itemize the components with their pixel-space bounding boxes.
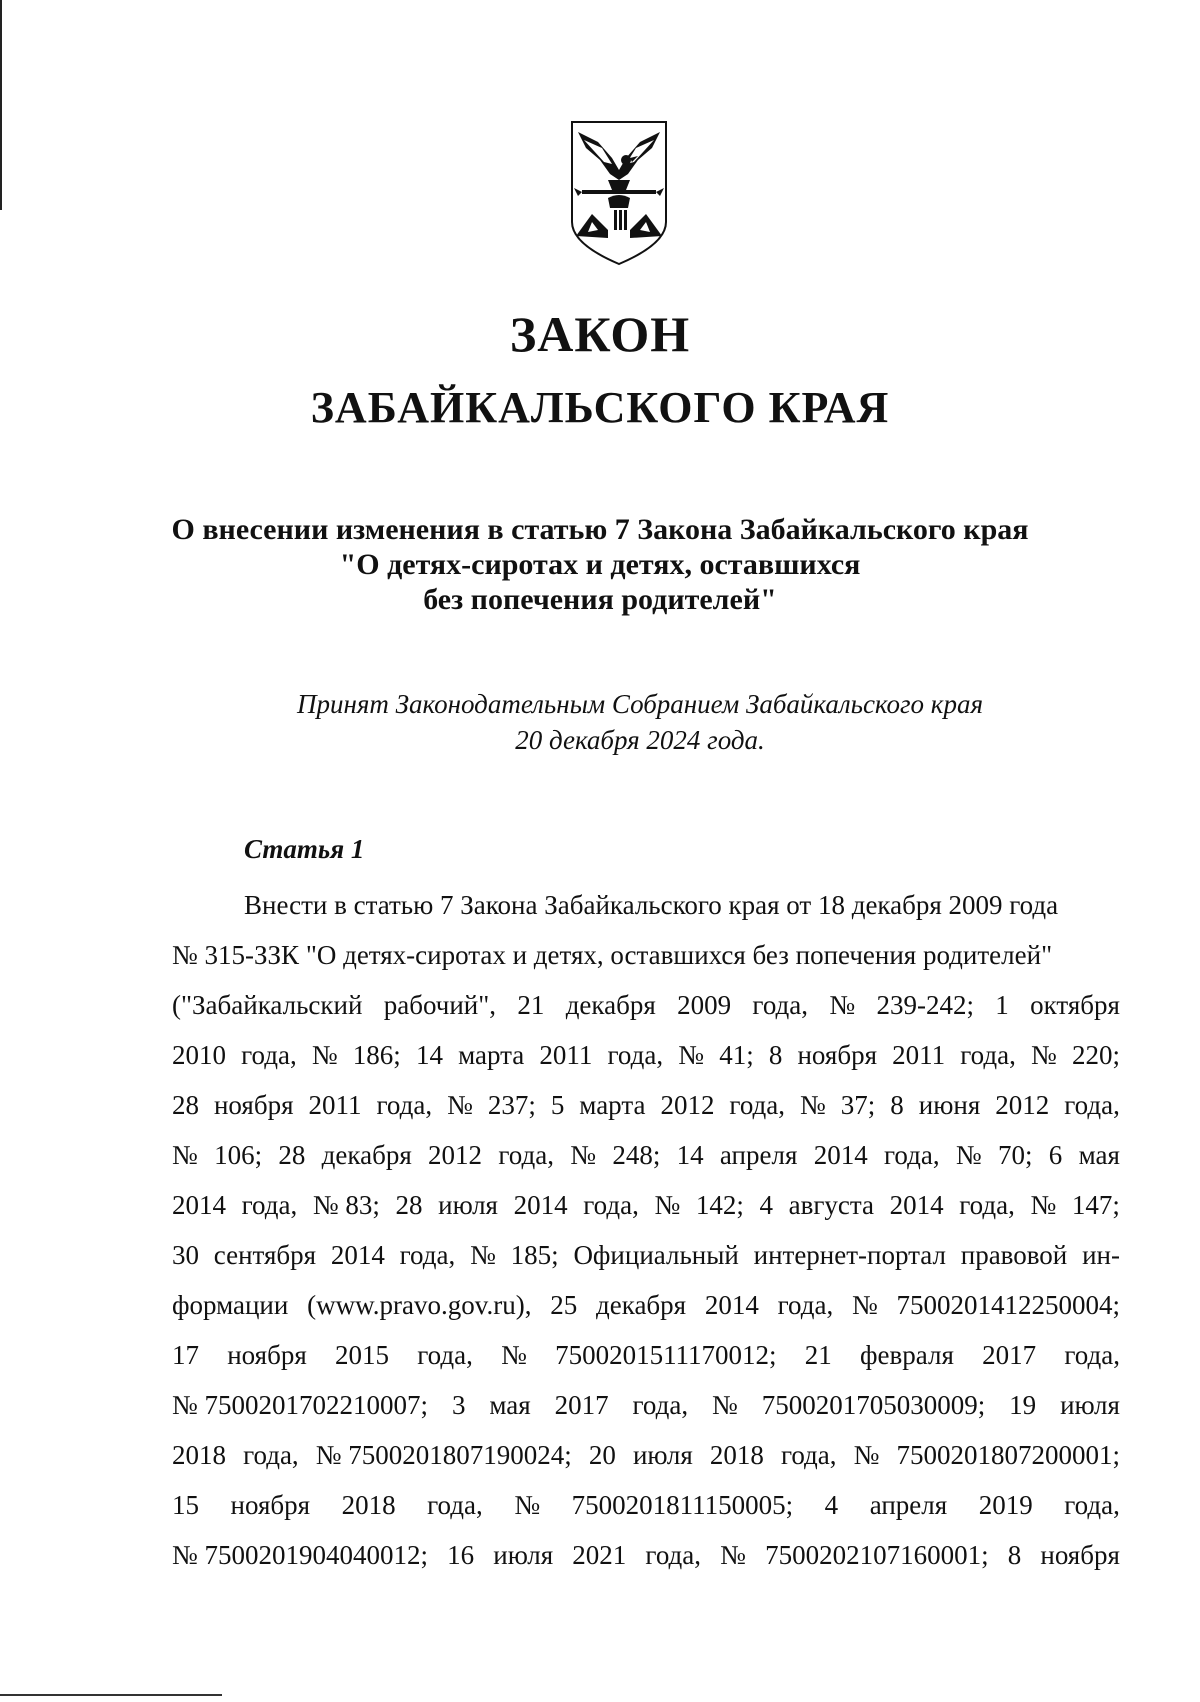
- article-word: года,: [1064, 1490, 1120, 1520]
- article-word: 14: [415, 1040, 443, 1070]
- article-word: декабря: [321, 1140, 412, 1170]
- article-word: №: [678, 1040, 705, 1070]
- article-word: 142;: [695, 1190, 744, 1220]
- article-word: Официальный: [573, 1240, 739, 1270]
- article-word: 2012: [995, 1090, 1050, 1120]
- article-text-line: [172, 980, 1120, 1030]
- article-word: ноября: [797, 1040, 877, 1070]
- article-word: №: [851, 1290, 878, 1320]
- article-text-line: [172, 1230, 1120, 1280]
- article-word: № 7500201702210007;: [172, 1390, 429, 1420]
- article-word: года,: [1064, 1340, 1120, 1370]
- article-word: апреля: [719, 1140, 798, 1170]
- article-word: 14: [676, 1140, 704, 1170]
- article-word: 7500201811150005;: [571, 1490, 794, 1520]
- regional-coat-of-arms-emblem: [568, 118, 670, 268]
- article-word: №: [501, 1340, 527, 1370]
- article-word: декабря: [565, 990, 656, 1020]
- article-text-line: [172, 1030, 1120, 1080]
- article-word: июля: [493, 1540, 554, 1570]
- article-word: 5: [550, 1090, 565, 1120]
- article-word: 2019: [978, 1490, 1033, 1520]
- article-text-line: [172, 1430, 1120, 1480]
- article-word: 2014: [330, 1240, 385, 1270]
- article-word: июля: [632, 1440, 693, 1470]
- article-word: Внести в статью 7 Закона Забайкальского края от 18 декабря 2009 года: [244, 890, 1059, 920]
- scan-bottom-line: [0, 1694, 222, 1696]
- article-word: года,: [427, 1490, 483, 1520]
- article-word: 2014: [172, 1190, 226, 1220]
- article-word: февраля: [860, 1340, 954, 1370]
- law-title: ЗАКОН: [509, 306, 691, 362]
- article-word: ноября: [227, 1340, 307, 1370]
- article-word: 17: [172, 1340, 199, 1370]
- subject-line: без попечения родителей": [423, 583, 777, 616]
- article-word: года,: [959, 1190, 1015, 1220]
- article-word: года,: [498, 1140, 554, 1170]
- article-word: года,: [632, 1390, 689, 1420]
- article-word: ноября: [1040, 1540, 1120, 1570]
- scan-margin-line: [0, 0, 2, 210]
- article-word: ("Забайкальский: [172, 990, 363, 1020]
- article-word: года,: [241, 1190, 298, 1220]
- article-word: 21: [517, 990, 545, 1020]
- article-word: 185;: [510, 1240, 559, 1270]
- article-word: года,: [780, 1440, 837, 1470]
- article-word: №: [570, 1140, 597, 1170]
- article-word: 8: [768, 1040, 783, 1070]
- adoption-line: Принят Законодательным Собранием Забайкальского края: [296, 689, 983, 719]
- article-word: 7500201412250004;: [896, 1290, 1120, 1320]
- article-word: 3: [451, 1390, 466, 1420]
- article-word: года,: [241, 1040, 297, 1070]
- article-word: года,: [399, 1240, 456, 1270]
- article-text-line: [172, 1330, 1120, 1380]
- article-word: 237;: [487, 1090, 536, 1120]
- law-subject: [100, 512, 1100, 617]
- article-word: года,: [376, 1090, 433, 1120]
- article-word: №: [712, 1390, 738, 1420]
- article-word: правовой: [960, 1240, 1068, 1270]
- article-word: июля: [438, 1190, 498, 1220]
- article-word: года,: [243, 1440, 299, 1470]
- article-word: № 7500201807190024;: [315, 1440, 572, 1470]
- article-word: 2009: [677, 990, 732, 1020]
- article-word: 28: [172, 1090, 199, 1120]
- article-word: года,: [752, 990, 809, 1020]
- article-word: 239-242;: [876, 990, 974, 1020]
- article-word: 2010: [172, 1040, 226, 1070]
- article-word: марта: [579, 1090, 646, 1120]
- article-word: рабочий",: [383, 990, 497, 1020]
- article-word: 7500201807200001;: [896, 1440, 1120, 1470]
- article-word: ин-: [1082, 1240, 1120, 1270]
- article-word: №: [1031, 1040, 1057, 1070]
- article-word: 2014: [704, 1290, 759, 1320]
- article-word: 21: [804, 1340, 832, 1370]
- article-word: года,: [417, 1340, 473, 1370]
- article-word: мая: [489, 1390, 531, 1420]
- article-word: апреля: [869, 1490, 948, 1520]
- article-word: 2017: [982, 1340, 1037, 1370]
- article-word: 41;: [719, 1040, 754, 1070]
- article-word: 2014: [813, 1140, 868, 1170]
- article-word: 2011: [539, 1040, 593, 1070]
- article-word: 2018: [709, 1440, 764, 1470]
- article-word: 2021: [572, 1540, 627, 1570]
- article-word: 28: [395, 1190, 423, 1220]
- article-word: № 7500201904040012;: [172, 1540, 429, 1570]
- article-word: 4: [824, 1490, 839, 1520]
- subject-line: О внесении изменения в статью 7 Закона Забайкальского края: [171, 513, 1029, 546]
- article-word: 186;: [352, 1040, 401, 1070]
- article-word: №: [720, 1540, 746, 1570]
- article-word: №: [470, 1240, 496, 1270]
- article-word: 1: [995, 990, 1009, 1020]
- article-word: 2017: [554, 1390, 609, 1420]
- article-word: 2011: [892, 1040, 946, 1070]
- article-word: года,: [960, 1040, 1016, 1070]
- article-word: октября: [1030, 990, 1120, 1020]
- article-word: 6: [1048, 1140, 1063, 1170]
- article-word: №: [853, 1440, 880, 1470]
- article-word: №: [955, 1140, 982, 1170]
- article-text-line: [172, 1380, 1120, 1430]
- article-word: 20: [588, 1440, 616, 1470]
- article-text-line: [172, 1080, 1120, 1130]
- article-word: 8: [890, 1090, 904, 1120]
- article-word: года,: [883, 1140, 940, 1170]
- article-word: 2012: [428, 1140, 483, 1170]
- article-word: №: [654, 1190, 681, 1220]
- subject-line: "О детях-сиротах и детях, оставшихся: [339, 548, 861, 581]
- article-word: 2011: [308, 1090, 362, 1120]
- article-word: интернет-портал: [753, 1240, 946, 1270]
- article-word: 2015: [334, 1340, 389, 1370]
- article-heading: Статья 1: [244, 834, 365, 864]
- article-word: мая: [1078, 1140, 1120, 1170]
- article-word: декабря: [596, 1290, 687, 1320]
- article-word: года,: [607, 1040, 664, 1070]
- article-text-line: [172, 1130, 1120, 1180]
- article-word: июня: [918, 1090, 981, 1120]
- article-word: №: [800, 1090, 826, 1120]
- article-word: 70;: [997, 1140, 1033, 1170]
- article-word: (www.pravo.gov.ru),: [307, 1290, 532, 1320]
- article-word: сентября: [213, 1240, 317, 1270]
- article-word: августа: [788, 1190, 875, 1220]
- article-word: ноября: [213, 1090, 294, 1120]
- law-region-title: ЗАБАЙКАЛЬСКОГО КРАЯ: [310, 383, 890, 432]
- article-text-line: [172, 1530, 1120, 1580]
- article-text-line: [172, 880, 1120, 930]
- article-word: №: [172, 1140, 198, 1170]
- article-word: № 83;: [312, 1190, 380, 1220]
- article-text-line: [172, 930, 1120, 980]
- article-word: 16: [447, 1540, 475, 1570]
- article-word: июля: [1060, 1390, 1120, 1420]
- article-word: 2014: [889, 1190, 944, 1220]
- article-word: 8: [1007, 1540, 1022, 1570]
- article-word: 106;: [214, 1140, 263, 1170]
- article-word: 220;: [1071, 1040, 1120, 1070]
- article-word: формации: [172, 1290, 289, 1320]
- adoption-note: [140, 686, 1140, 758]
- article-word: 25: [550, 1290, 578, 1320]
- article-word: 15: [172, 1490, 199, 1520]
- article-text-line: [172, 1480, 1120, 1530]
- article-word: марта: [458, 1040, 525, 1070]
- article-word: 2014: [513, 1190, 568, 1220]
- article-word: года,: [583, 1190, 639, 1220]
- article-word: №: [514, 1490, 541, 1520]
- article-word: 30: [172, 1240, 199, 1270]
- article-text-line: [172, 1180, 1120, 1230]
- article-word: 7500202107160001;: [765, 1540, 989, 1570]
- article-word: №: [1030, 1190, 1057, 1220]
- article-word: № 315-ЗЗК "О детях-сиротах и детях, оставшихся без попечения родителей": [172, 940, 1053, 970]
- article-word: ноября: [230, 1490, 311, 1520]
- article-word: года,: [777, 1290, 834, 1320]
- article-word: года,: [1064, 1090, 1120, 1120]
- article-text-line: [172, 1280, 1120, 1330]
- article-word: 37;: [840, 1090, 876, 1120]
- article-word: года,: [645, 1540, 702, 1570]
- article-word: №: [829, 990, 856, 1020]
- article-word: 19: [1009, 1390, 1037, 1420]
- article-word: 4: [759, 1190, 773, 1220]
- article-word: 7500201511170012;: [555, 1340, 777, 1370]
- adoption-date: 20 декабря 2024 года.: [515, 725, 765, 755]
- article-word: 2018: [341, 1490, 396, 1520]
- article-word: года,: [729, 1090, 786, 1120]
- article-word: 28: [278, 1140, 306, 1170]
- article-body: [172, 880, 1120, 1580]
- article-word: 2012: [660, 1090, 715, 1120]
- article-word: №: [311, 1040, 338, 1070]
- article-word: 2018: [172, 1440, 226, 1470]
- article-word: 147;: [1071, 1190, 1120, 1220]
- article-word: №: [447, 1090, 473, 1120]
- article-word: 248;: [612, 1140, 661, 1170]
- article-word: 7500201705030009;: [761, 1390, 986, 1420]
